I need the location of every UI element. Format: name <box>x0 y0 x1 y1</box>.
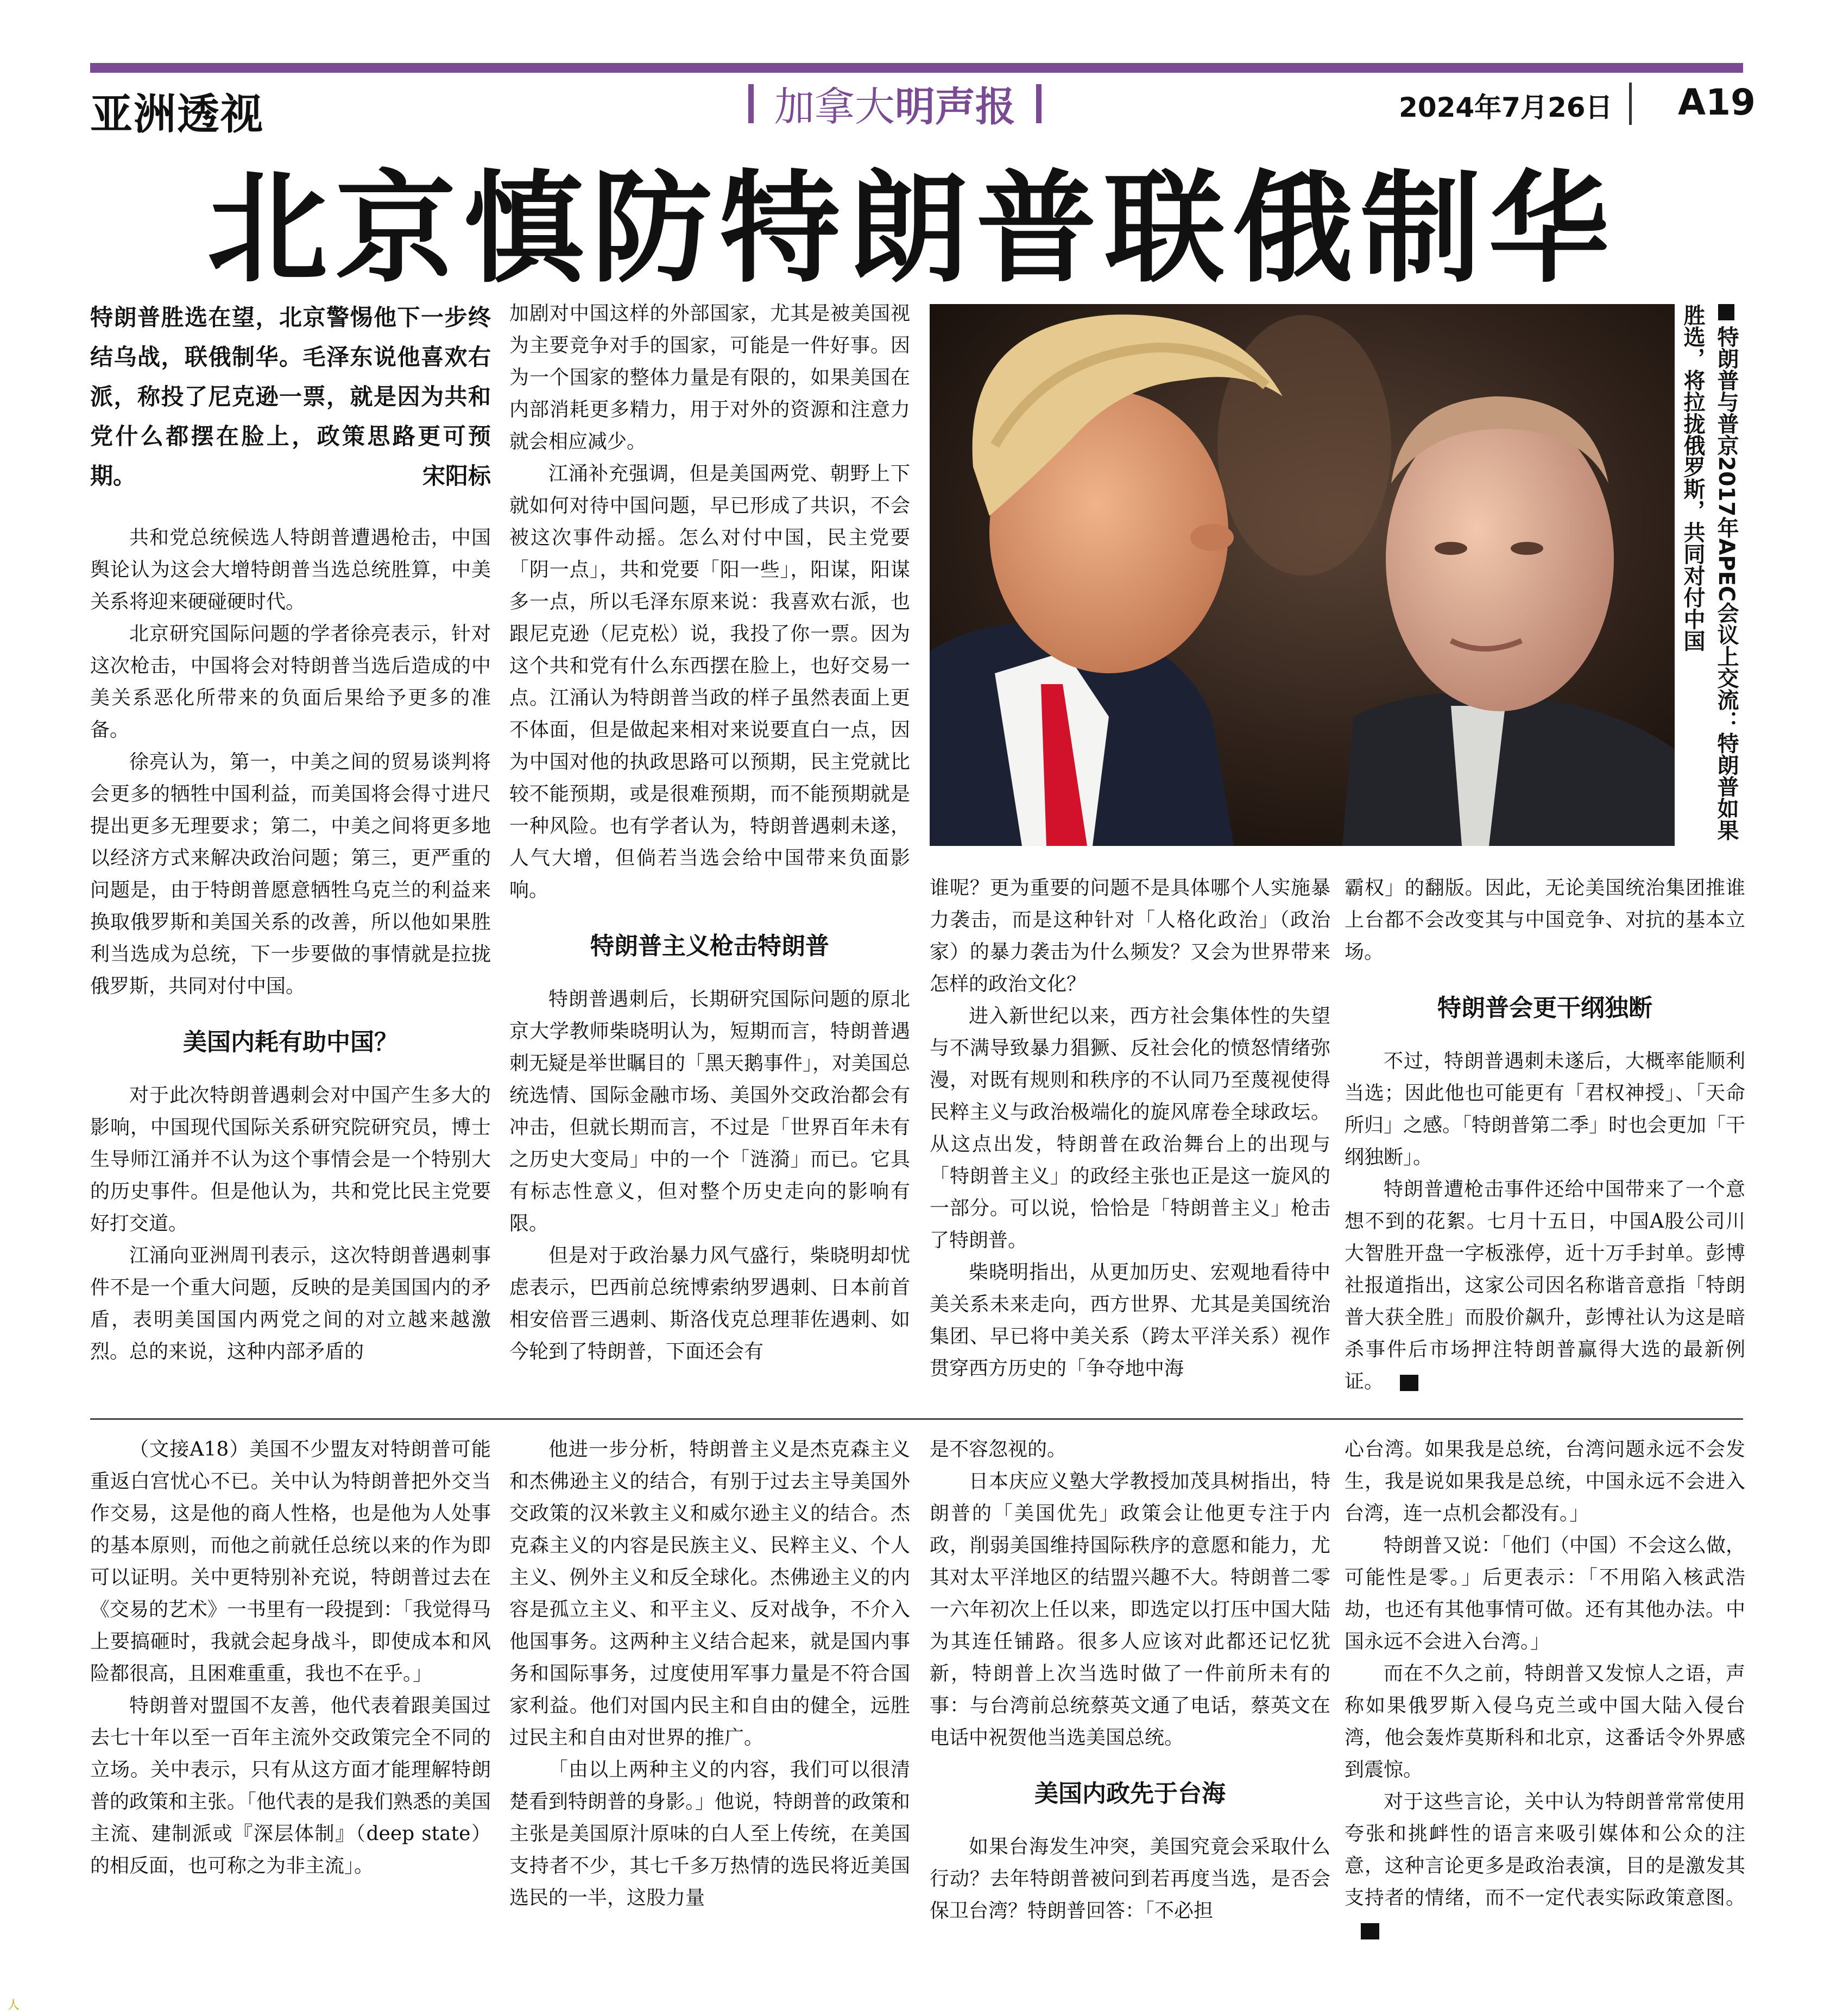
article-paragraph: 心台湾。如果我是总统，台湾问题永远不会发生，我是说如果我是总统，中国永远不会进入台湾，连一点机会都没有。」 <box>1345 1438 1745 1525</box>
lede <box>90 298 491 496</box>
article-paragraph: 不过，特朗普遇刺未遂后，大概率能顺利当选；因此他也可能更有「君权神授」、「天命所归」之感。「特朗普第二季」时也会更加「干纲独断」。 <box>1345 1050 1746 1168</box>
article-paragraph: 霸权」的翻版。因此，无论美国统治集团推谁上台都不会改变其与中国竞争、对抗的基本立场。 <box>1345 877 1745 963</box>
issue-date: 2024年7月26日 <box>1399 92 1613 123</box>
bottom-column-3 <box>930 1433 1330 1927</box>
end-mark <box>1400 1375 1418 1391</box>
article-paragraph: 是不容忽视的。 <box>930 1438 1067 1461</box>
article-paragraph: 「由以上两种主义的内容，我们可以很清楚看到特朗普的身影。」他说，特朗普的政策和主张是美国原汁原味的白人至上传统，在美国支持者不少，其七千多万热情的选民将近美国选民的一半，这股力量 <box>509 1759 911 1909</box>
article-paragraph: 加剧对中国这样的外部国家，尤其是被美国视为主要竞争对手的国家，可能是一件好事。因为一个国家的整体力量是有限的，如果美国在内部消耗更多精力，用于对外的资源和注意力就会相应减少。 <box>509 302 910 453</box>
masthead-part2: 明声报 <box>895 84 1015 130</box>
article-paragraph: 他进一步分析，特朗普主义是杰克森主义和杰佛逊主义的结合，有别于过去主导美国外交政策的汉米敦主义和威尔逊主义的结合。杰克森主义的内容是民族主义、民粹主义、个人主义、例外主义和反全球化。杰佛逊主义的内容是孤立主义、和平主义、反对战争，不介入他国事务。这两种主义结合起来，就是国内事务和国际事务，过度使用军事力量是不符合国家利益。他们对国内民主和自由的健全，远胜过民主和自由对世界的推广。 <box>509 1438 910 1749</box>
subheading: 特朗普主义枪击特朗普 <box>590 932 829 960</box>
article-paragraph: 特朗普又说：「他们（中国）不会这么做，可能性是零。」后更表示：「不用陷入核武浩劫，也还有其他事情可做。还有其他办法。中国永远不会进入台湾。」 <box>1345 1534 1746 1653</box>
article-paragraph-text: 特朗普遭枪击事件还给中国带来了一个意想不到的花絮。七月十五日，中国A股公司川大智胜开盘一字板涨停，近十万手封单。彭博社报道指出，这家公司因名称谐音意指「特朗普大获全胜」而股价飙升，彭博社认为这是暗杀事件后市场押注特朗普赢得大选的最新例证。 <box>1345 1178 1745 1393</box>
article-paragraph: 特朗普遇刺后，长期研究国际问题的原北京大学教师柴晓明认为，短期而言，特朗普遇刺无疑是举世瞩目的「黑天鹅事件」，对美国总统选情、国际金融市场、美国外交政治都会有冲击，但就长期而言，不过是「世界百年未有之历史大变局」中的一个「涟漪」而已。它具有标志性意义，但对整个历史走向的影响有限。 <box>509 988 911 1235</box>
masthead <box>748 79 1042 128</box>
article-paragraph: （文接A18）美国不少盟友对特朗普可能重返白宫忧心不已。关中认为特朗普把外交当作交易，这是他的商人性格，也是他为人处事的基本原则，而他之前就任总统以来的作为即可以证明。关中更特别补充说，特朗普过去在《交易的艺术》一书里有一段提到：「我觉得马上要搞砸时，我就会起身战斗，即使成本和风险都很高，且困难重重，我也不在乎。」 <box>90 1438 491 1685</box>
section-divider <box>90 1418 1743 1420</box>
article-paragraph <box>1345 1786 1745 1946</box>
article-paragraph: 但是对于政治暴力风气盛行，柴晓明却忧虑表示，巴西前总统博索纳罗遇刺、日本前首相安倍晋三遇刺、斯洛伐克总理菲佐遇刺、如今轮到了特朗普，下面还会有 <box>509 1244 910 1363</box>
page-number: A19 <box>1678 81 1756 123</box>
article-paragraph: 进入新世纪以来，西方社会集体性的失望与不满导致暴力猖獗、反社会化的愤怒情绪弥漫，对既有规则和秩序的不认同乃至蔑视使得民粹主义与政治极端化的旋风席卷全球政坛。从这点出发，特朗普在政治舞台上的出现与「特朗普主义」的政经主张也正是这一旋风的一部分。可以说，恰恰是「特朗普主义」枪击了特朗普。 <box>930 1005 1330 1252</box>
article-paragraph: 如果台海发生冲突，美国究竟会采取什么行动？去年特朗普被问到若再度当选，是否会保卫台湾？特朗普回答：「不必担 <box>930 1836 1330 1922</box>
article-paragraph-text: 对于这些言论，关中认为特朗普常常使用夸张和挑衅性的语言来吸引媒体和公众的注意，这种言论更多是政治表演，目的是激发其支持者的情绪，而不一定代表实际政策意图。 <box>1345 1791 1745 1909</box>
top-column-1 <box>90 298 491 1368</box>
top-column-4 <box>1345 872 1745 1398</box>
photo-caption <box>1680 304 1743 847</box>
article-paragraph: 日本庆应义塾大学教授加茂具树指出，特朗普的「美国优先」政策会让他更专注于内政，削弱美国维持国际秩序的意愿和能力，尤其对太平洋地区的结盟兴趣不大。特朗普二零一六年初次上任以来，即选定以打压中国大陆为其连任铺路。很多人应该对此都还记忆犹新，特朗普上次当选时做了一件前所未有的事：与台湾前总统蔡英文通了电话，蔡英文在电话中祝贺他当选美国总统。 <box>930 1470 1330 1749</box>
subheading: 美国内耗有助中国？ <box>183 1028 398 1056</box>
end-mark <box>1361 1923 1379 1939</box>
print-mark: 人 <box>8 1999 20 2012</box>
masthead-bar-right <box>1036 84 1042 123</box>
article-paragraph: 特朗普对盟国不友善，他代表着跟美国过去七十年以至一百年主流外交政策完全不同的立场。关中表示，只有从这方面才能理解特朗普的政策和主张。「他代表的是我们熟悉的美国主流、建制派或『深层体制』（deep state）的相反面，也可称之为非主流」。 <box>90 1695 491 1877</box>
photo-trump-putin <box>930 304 1675 846</box>
article-paragraph: 共和党总统候选人特朗普遭遇枪击，中国舆论认为这会大增特朗普当选总统胜算，中美关系将迎来硬碰硬时代。 <box>90 527 491 613</box>
byline: 宋阳标 <box>422 463 491 489</box>
subheading: 特朗普会更干纲独断 <box>1437 994 1652 1022</box>
article-paragraph: 北京研究国际问题的学者徐亮表示，针对这次枪击，中国将会对特朗普当选后造成的中美关系恶化所带来的负面后果给予更多的准备。 <box>90 623 491 741</box>
section-name: 亚洲透视 <box>90 90 264 139</box>
article-paragraph: 江涌向亚洲周刊表示，这次特朗普遇刺事件不是一个重大问题，反映的是美国国内的矛盾，表明美国国内两党之间的对立越来越激烈。总的来说，这种内部矛盾的 <box>90 1244 491 1363</box>
article-paragraph: 江涌补充强调，但是美国两党、朝野上下就如何对待中国问题，早已形成了共识，不会被这次事件动摇。怎么对付中国，民主党要「阴一点」，共和党要「阳一些」，阳谋，阳谋多一点，所以毛泽东原来说：我喜欢右派，也跟尼克逊（尼克松）说，我投了你一票。因为这个共和党有什么东西摆在脸上，也好交易一点。江涌认为特朗普当政的样子虽然表面上更不体面，但是做起来相对来说要直白一点，因为中国对他的执政思路可以预期，民主党就比较不能预期，或是很难预期，而不能预期就是一种风险。也有学者认为，特朗普遇刺未遂，人气大增，但倘若当选会给中国带来负面影响。 <box>509 463 910 901</box>
caption-text: 特朗普与普京2017年APEC会议上交流：特朗普如果胜选，将拉拢俄罗斯，共同对付中国 <box>1680 304 1739 841</box>
photo-illustration <box>930 304 1675 846</box>
lede-text: 特朗普胜选在望，北京警惕他下一步终结乌战，联俄制华。毛泽东说他喜欢右派，称投了尼克逊一票，就是因为共和党什么都摆在脸上，政策思路更可预期。 <box>90 304 491 489</box>
top-column-2 <box>509 298 910 1368</box>
date-separator <box>1629 83 1632 125</box>
bottom-column-2 <box>509 1433 910 1914</box>
article-paragraph: 柴晓明指出，从更加历史、宏观地看待中美关系未来走向，西方世界、尤其是美国统治集团、早已将中美关系（跨太平洋关系）视作贯穿西方历史的「争夺地中海 <box>930 1261 1330 1380</box>
headline: 北京慎防特朗普联俄制华 <box>207 159 1617 299</box>
bottom-column-1 <box>90 1433 491 1882</box>
caption-marker <box>1718 304 1734 320</box>
article-paragraph: 对于此次特朗普遇刺会对中国产生多大的影响，中国现代国际关系研究院研究员，博士生导师江涌并不认为这个事情会是一个特别大的历史事件。但是他认为，共和党比民主党要好打交道。 <box>90 1084 491 1235</box>
top-column-3 <box>930 872 1330 1385</box>
article-paragraph: 谁呢？更为重要的问题不是具体哪个人实施暴力袭击，而是这种针对「人格化政治」（政治家）的暴力袭击为什么频发？又会为世界带来怎样的政治文化？ <box>930 877 1330 995</box>
masthead-bar-left <box>748 84 754 123</box>
article-paragraph: 徐亮认为，第一，中美之间的贸易谈判将会更多的牺牲中国利益，而美国将会得寸进尺提出更多无理要求；第二，中美之间将更多地以经济方式来解决政治问题；第三，更严重的问题是，由于特朗普愿意牺牲乌克兰的利益来换取俄罗斯和美国关系的改善，所以他如果胜利当选成为总统，下一步要做的事情就是拉拢俄罗斯，共同对付中国。 <box>90 751 491 997</box>
header-rule <box>90 63 1743 73</box>
article-paragraph <box>1345 1173 1745 1398</box>
subheading: 美国内政先于台海 <box>1034 1780 1226 1808</box>
bottom-column-4 <box>1345 1433 1745 1946</box>
masthead-part1: 加拿大 <box>774 84 895 130</box>
article-paragraph: 而在不久之前，特朗普又发惊人之语，声称如果俄罗斯入侵乌克兰或中国大陆入侵台湾，他会轰炸莫斯科和北京，这番话令外界感到震惊。 <box>1345 1663 1745 1781</box>
